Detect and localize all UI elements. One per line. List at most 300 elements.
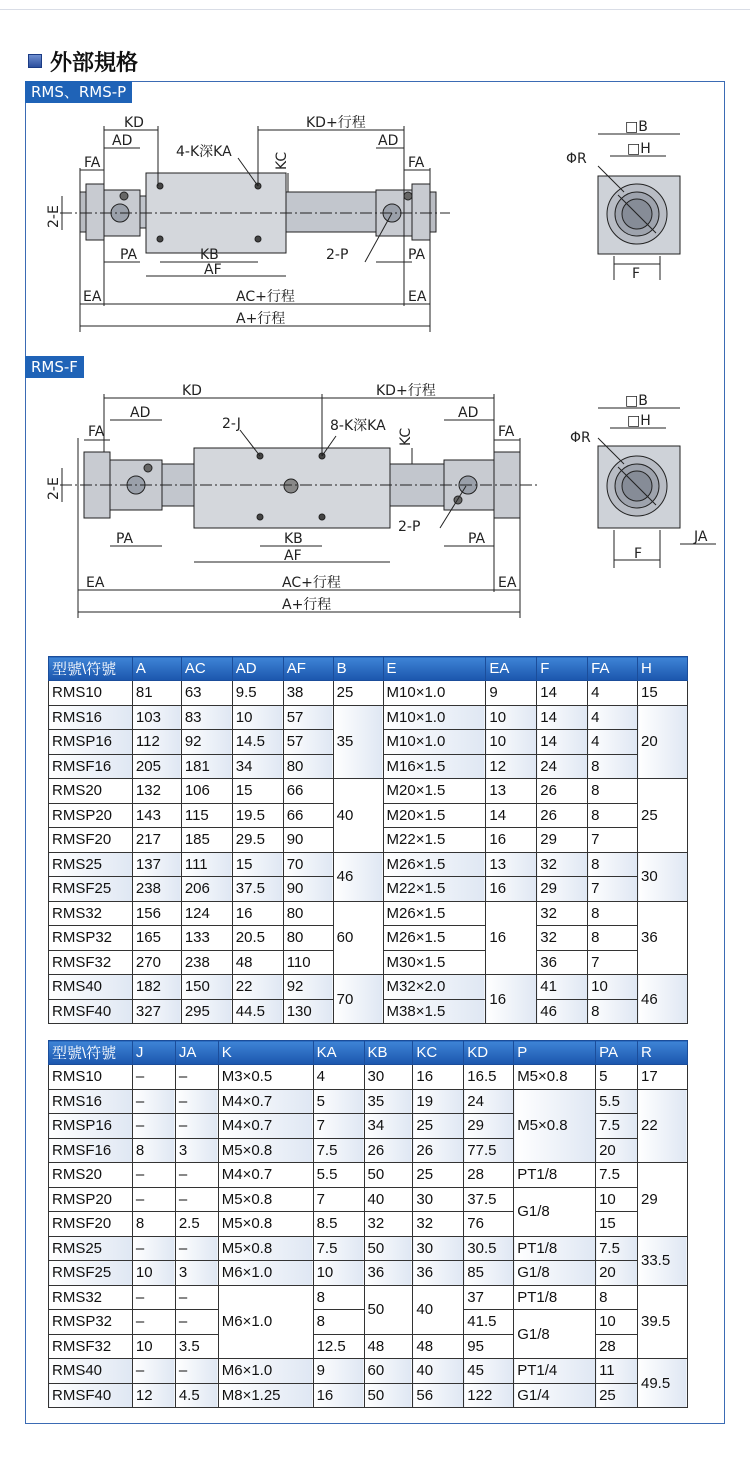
cell: 15 xyxy=(232,779,283,804)
cell: 270 xyxy=(132,950,181,975)
dim-label: EA xyxy=(86,575,105,591)
header-cell: JA xyxy=(175,1041,218,1065)
header-cell: AC xyxy=(181,657,232,681)
cell: 13 xyxy=(486,779,537,804)
cell: 15 xyxy=(638,681,688,706)
table-row xyxy=(49,901,688,926)
table-row xyxy=(49,1187,688,1212)
cell: M22×1.5 xyxy=(383,828,486,853)
cell: 10 xyxy=(486,705,537,730)
cell: – xyxy=(175,1163,218,1188)
end-label: □B xyxy=(625,119,648,135)
cell: 5.5 xyxy=(313,1163,364,1188)
cell: RMS10 xyxy=(49,681,133,706)
cell: M4×0.7 xyxy=(218,1163,313,1188)
cell: 111 xyxy=(181,852,232,877)
header-cell: FA xyxy=(588,657,638,681)
end-label: JA xyxy=(694,529,708,545)
end-label: □H xyxy=(627,413,651,429)
cell: 22 xyxy=(232,975,283,1000)
cell: RMSF16 xyxy=(49,754,133,779)
cell: 37 xyxy=(464,1285,514,1310)
cell: 14 xyxy=(537,681,588,706)
table-row xyxy=(49,705,688,730)
cell: 77.5 xyxy=(464,1138,514,1163)
cell: G1/8 xyxy=(514,1261,596,1286)
cell: 36 xyxy=(638,901,688,975)
cell: 165 xyxy=(132,926,181,951)
cell: M26×1.5 xyxy=(383,901,486,926)
table-row xyxy=(49,779,688,804)
cell: 8 xyxy=(132,1138,175,1163)
cell: 81 xyxy=(132,681,181,706)
cell: 70 xyxy=(333,975,383,1024)
cell: 327 xyxy=(132,999,181,1024)
cell: 50 xyxy=(364,1236,413,1261)
cell: 137 xyxy=(132,852,181,877)
dim-label: EA xyxy=(408,289,427,305)
cell: 50 xyxy=(364,1383,413,1408)
cell: 9 xyxy=(486,681,537,706)
cell: M26×1.5 xyxy=(383,926,486,951)
cell: 14 xyxy=(486,803,537,828)
cell: 12.5 xyxy=(313,1334,364,1359)
cell: 29 xyxy=(537,877,588,902)
table-row xyxy=(49,1089,688,1114)
dim-label: PA xyxy=(468,531,486,547)
cell: 8 xyxy=(588,852,638,877)
cell: 8 xyxy=(588,999,638,1024)
cell: 85 xyxy=(464,1261,514,1286)
cell: 2.5 xyxy=(175,1212,218,1237)
dim-label: AC+行程 xyxy=(236,289,295,305)
cell: 8.5 xyxy=(313,1212,364,1237)
cell: 48 xyxy=(413,1334,464,1359)
cell: – xyxy=(175,1187,218,1212)
cell: RMS16 xyxy=(49,1089,133,1114)
cell: 12 xyxy=(132,1383,175,1408)
cell: – xyxy=(175,1114,218,1139)
table-row xyxy=(49,1236,688,1261)
cell: 13 xyxy=(486,852,537,877)
cell: 28 xyxy=(596,1334,638,1359)
cell: RMSF40 xyxy=(49,999,133,1024)
cell: 49.5 xyxy=(637,1359,687,1408)
dim-label: FA xyxy=(408,155,425,171)
cell: 16 xyxy=(486,828,537,853)
cell: 32 xyxy=(537,852,588,877)
cell: 16 xyxy=(413,1065,464,1090)
cell: 25 xyxy=(413,1163,464,1188)
cell: RMSP16 xyxy=(49,1114,133,1139)
cell: 35 xyxy=(333,705,383,779)
cell: – xyxy=(132,1285,175,1310)
cell: 70 xyxy=(283,852,333,877)
cell: – xyxy=(175,1310,218,1335)
cell: 206 xyxy=(181,877,232,902)
view-tag-rms: RMS、RMS-P xyxy=(25,81,132,103)
cell: 8 xyxy=(588,754,638,779)
header-cell: F xyxy=(537,657,588,681)
dim-label: KD+行程 xyxy=(306,115,366,131)
cell: 83 xyxy=(181,705,232,730)
cell: 40 xyxy=(413,1285,464,1334)
cell: RMS40 xyxy=(49,975,133,1000)
cell: 33.5 xyxy=(637,1236,687,1285)
dim-label: 8-K深KA xyxy=(330,418,386,434)
cell: M3×0.5 xyxy=(218,1065,313,1090)
cell: 20.5 xyxy=(232,926,283,951)
dim-label: 2-P xyxy=(398,519,421,535)
cell: 16 xyxy=(313,1383,364,1408)
cell: 7 xyxy=(313,1114,364,1139)
cell: 182 xyxy=(132,975,181,1000)
cell: 56 xyxy=(413,1383,464,1408)
cell: 60 xyxy=(333,901,383,975)
dim-label: FA xyxy=(84,155,101,171)
table-row xyxy=(49,1261,688,1286)
dim-label: AD xyxy=(112,133,133,149)
dim-label: PA xyxy=(408,247,426,263)
cell: RMSP20 xyxy=(49,1187,133,1212)
cell: 26 xyxy=(413,1138,464,1163)
cell: M4×0.7 xyxy=(218,1089,313,1114)
cell: 25 xyxy=(638,779,688,853)
table-row xyxy=(49,681,688,706)
cell: 29 xyxy=(464,1114,514,1139)
cell: RMSP32 xyxy=(49,1310,133,1335)
cell: 16 xyxy=(486,901,537,975)
header-cell: B xyxy=(333,657,383,681)
cell: 4 xyxy=(588,730,638,755)
cell: 7 xyxy=(588,950,638,975)
cell: RMS25 xyxy=(49,852,133,877)
spec-table-2 xyxy=(48,1040,688,1408)
cell: 50 xyxy=(364,1163,413,1188)
cell: 46 xyxy=(333,852,383,901)
cell: 22 xyxy=(637,1089,687,1163)
cell: 4 xyxy=(313,1065,364,1090)
cell: 36 xyxy=(364,1261,413,1286)
cell: – xyxy=(132,1163,175,1188)
cell: 29 xyxy=(637,1163,687,1237)
cell: 19.5 xyxy=(232,803,283,828)
cell: 30 xyxy=(364,1065,413,1090)
cell: 39.5 xyxy=(637,1285,687,1359)
cell: 238 xyxy=(132,877,181,902)
cell: 66 xyxy=(283,779,333,804)
cell: 7 xyxy=(313,1187,364,1212)
cell: RMSF16 xyxy=(49,1138,133,1163)
header-cell: A xyxy=(132,657,181,681)
cell: 30.5 xyxy=(464,1236,514,1261)
dim-label: EA xyxy=(498,575,517,591)
cell: M4×0.7 xyxy=(218,1114,313,1139)
cell: 7.5 xyxy=(596,1163,638,1188)
cell: 26 xyxy=(364,1138,413,1163)
cell: 32 xyxy=(537,901,588,926)
section-title: 外部規格 xyxy=(50,50,139,76)
cell: 122 xyxy=(464,1383,514,1408)
cell: 48 xyxy=(232,950,283,975)
cell: 8 xyxy=(588,779,638,804)
spec-table-1 xyxy=(48,656,688,1024)
cell: 5 xyxy=(596,1065,638,1090)
cell: PT1/8 xyxy=(514,1285,596,1310)
header-cell: 型號\符號 xyxy=(49,1041,133,1065)
dim-label: 4-K深KA xyxy=(176,144,232,160)
cell: 26 xyxy=(537,803,588,828)
cell: M5×0.8 xyxy=(514,1089,596,1163)
cell: RMSF25 xyxy=(49,1261,133,1286)
cell: RMS20 xyxy=(49,1163,133,1188)
cell: G1/8 xyxy=(514,1187,596,1236)
cell: 20 xyxy=(596,1138,638,1163)
cell: 46 xyxy=(537,999,588,1024)
cell: 57 xyxy=(283,705,333,730)
cell: G1/8 xyxy=(514,1310,596,1359)
dim-label: KD+行程 xyxy=(376,383,436,399)
cell: PT1/8 xyxy=(514,1236,596,1261)
cell: 10 xyxy=(486,730,537,755)
cell: 14 xyxy=(537,705,588,730)
dim-label: A+行程 xyxy=(282,597,332,613)
cell: 30 xyxy=(413,1236,464,1261)
header-cell: EA xyxy=(486,657,537,681)
cell: 32 xyxy=(413,1212,464,1237)
cell: 24 xyxy=(464,1089,514,1114)
header-cell: J xyxy=(132,1041,175,1065)
cell: 10 xyxy=(132,1261,175,1286)
cell: – xyxy=(175,1359,218,1384)
cell: 32 xyxy=(364,1212,413,1237)
cell: – xyxy=(132,1310,175,1335)
end-label: F xyxy=(634,546,643,562)
cell: 20 xyxy=(638,705,688,779)
cell: 35 xyxy=(364,1089,413,1114)
dim-label: PA xyxy=(120,247,138,263)
header-cell: R xyxy=(637,1041,687,1065)
cell: M6×1.0 xyxy=(218,1285,313,1359)
cell: M20×1.5 xyxy=(383,779,486,804)
header-cell: KB xyxy=(364,1041,413,1065)
view-tag-rmsf: RMS-F xyxy=(25,356,84,378)
cell: 29 xyxy=(537,828,588,853)
cell: 40 xyxy=(413,1359,464,1384)
cell: 4 xyxy=(588,705,638,730)
cell: 181 xyxy=(181,754,232,779)
cell: 46 xyxy=(638,975,688,1024)
cell: 76 xyxy=(464,1212,514,1237)
cell: 295 xyxy=(181,999,232,1024)
cell: 185 xyxy=(181,828,232,853)
cell: – xyxy=(175,1236,218,1261)
cell: M38×1.5 xyxy=(383,999,486,1024)
cell: 10 xyxy=(313,1261,364,1286)
cell: M26×1.5 xyxy=(383,852,486,877)
dim-label: KD xyxy=(124,115,144,131)
cell: 10 xyxy=(132,1334,175,1359)
cell: – xyxy=(175,1065,218,1090)
cell: 15 xyxy=(596,1212,638,1237)
table-header-row xyxy=(49,657,688,681)
cell: 8 xyxy=(313,1285,364,1310)
cell: 8 xyxy=(313,1310,364,1335)
end-label: □B xyxy=(625,393,648,409)
cell: 48 xyxy=(364,1334,413,1359)
cell: RMSF20 xyxy=(49,828,133,853)
cell: 217 xyxy=(132,828,181,853)
cell: RMSF32 xyxy=(49,1334,133,1359)
cell: 90 xyxy=(283,828,333,853)
table-row xyxy=(49,1163,688,1188)
cell: 238 xyxy=(181,950,232,975)
cell: 132 xyxy=(132,779,181,804)
cell: 34 xyxy=(232,754,283,779)
cell: 41 xyxy=(537,975,588,1000)
dim-label: AF xyxy=(204,262,222,278)
cell: 7 xyxy=(588,828,638,853)
cell: 3 xyxy=(175,1138,218,1163)
cell: 124 xyxy=(181,901,232,926)
cell: 41.5 xyxy=(464,1310,514,1335)
cell: RMSF25 xyxy=(49,877,133,902)
dim-label: PA xyxy=(116,531,134,547)
cell: 4.5 xyxy=(175,1383,218,1408)
cell: 10 xyxy=(596,1310,638,1335)
cell: 3.5 xyxy=(175,1334,218,1359)
end-label: F xyxy=(632,266,641,282)
cell: RMS16 xyxy=(49,705,133,730)
cell: – xyxy=(132,1089,175,1114)
cell: 38 xyxy=(283,681,333,706)
cell: 44.5 xyxy=(232,999,283,1024)
dim-label: FA xyxy=(88,424,105,440)
cell: 10 xyxy=(596,1187,638,1212)
cell: RMSP16 xyxy=(49,730,133,755)
cell: – xyxy=(175,1285,218,1310)
cell: PT1/8 xyxy=(514,1163,596,1188)
cell: RMS32 xyxy=(49,1285,133,1310)
cell: 40 xyxy=(333,779,383,853)
cell: 95 xyxy=(464,1334,514,1359)
cell: M5×0.8 xyxy=(218,1138,313,1163)
cell: 9.5 xyxy=(232,681,283,706)
header-cell: E xyxy=(383,657,486,681)
cell: RMS40 xyxy=(49,1359,133,1384)
cell: 143 xyxy=(132,803,181,828)
cell: 19 xyxy=(413,1089,464,1114)
cell: 25 xyxy=(596,1383,638,1408)
cell: M20×1.5 xyxy=(383,803,486,828)
cell: 80 xyxy=(283,901,333,926)
header-cell: 型號\符號 xyxy=(49,657,133,681)
cell: 37.5 xyxy=(464,1187,514,1212)
cell: 45 xyxy=(464,1359,514,1384)
dim-label: KC xyxy=(398,427,414,446)
cell: M10×1.0 xyxy=(383,705,486,730)
cell: 130 xyxy=(283,999,333,1024)
cell: M30×1.5 xyxy=(383,950,486,975)
cell: RMS25 xyxy=(49,1236,133,1261)
cell: 57 xyxy=(283,730,333,755)
end-label: ΦR xyxy=(570,430,591,446)
cell: RMSF40 xyxy=(49,1383,133,1408)
cell: 92 xyxy=(181,730,232,755)
header-cell: AD xyxy=(232,657,283,681)
cell: G1/4 xyxy=(514,1383,596,1408)
cell: M22×1.5 xyxy=(383,877,486,902)
cell: 14 xyxy=(537,730,588,755)
dim-label: FA xyxy=(498,424,515,440)
dim-label: KB xyxy=(284,531,303,547)
cell: M6×1.0 xyxy=(218,1261,313,1286)
cell: 16 xyxy=(486,975,537,1024)
cell: PT1/4 xyxy=(514,1359,596,1384)
cell: 50 xyxy=(364,1285,413,1334)
dim-label: 2-E xyxy=(46,477,62,500)
cell: 16 xyxy=(486,877,537,902)
cell: 80 xyxy=(283,926,333,951)
cell: – xyxy=(132,1065,175,1090)
cell: 30 xyxy=(413,1187,464,1212)
cell: 4 xyxy=(588,681,638,706)
table-row xyxy=(49,1285,688,1310)
cell: 16.5 xyxy=(464,1065,514,1090)
cell: 8 xyxy=(596,1285,638,1310)
cell: 26 xyxy=(537,779,588,804)
cell: M5×0.8 xyxy=(514,1065,596,1090)
dim-label: KD xyxy=(182,383,202,399)
cell: 80 xyxy=(283,754,333,779)
dim-label: KB xyxy=(200,247,219,263)
cell: 20 xyxy=(596,1261,638,1286)
cell: 92 xyxy=(283,975,333,1000)
cell: 8 xyxy=(132,1212,175,1237)
cell: – xyxy=(132,1187,175,1212)
dim-label: EA xyxy=(83,289,102,305)
table-row xyxy=(49,1065,688,1090)
cell: 37.5 xyxy=(232,877,283,902)
dim-label: KC xyxy=(274,151,290,170)
cell: 63 xyxy=(181,681,232,706)
cell: – xyxy=(132,1359,175,1384)
cell: 14.5 xyxy=(232,730,283,755)
cell: 17 xyxy=(637,1065,687,1090)
cell: M8×1.25 xyxy=(218,1383,313,1408)
cell: 36 xyxy=(413,1261,464,1286)
table-row xyxy=(49,975,688,1000)
header-cell: KC xyxy=(413,1041,464,1065)
cell: 30 xyxy=(638,852,688,901)
dim-label: AF xyxy=(284,548,302,564)
header-cell: KA xyxy=(313,1041,364,1065)
cell: 34 xyxy=(364,1114,413,1139)
dim-label: 2-E xyxy=(46,205,62,228)
cell: 28 xyxy=(464,1163,514,1188)
header-cell: H xyxy=(638,657,688,681)
cell: RMS20 xyxy=(49,779,133,804)
cell: 32 xyxy=(537,926,588,951)
cell: 103 xyxy=(132,705,181,730)
cell: 25 xyxy=(333,681,383,706)
header-cell: KD xyxy=(464,1041,514,1065)
cell: 8 xyxy=(588,901,638,926)
cell: 36 xyxy=(537,950,588,975)
cell: 8 xyxy=(588,803,638,828)
header-cell: PA xyxy=(596,1041,638,1065)
table-row xyxy=(49,1383,688,1408)
